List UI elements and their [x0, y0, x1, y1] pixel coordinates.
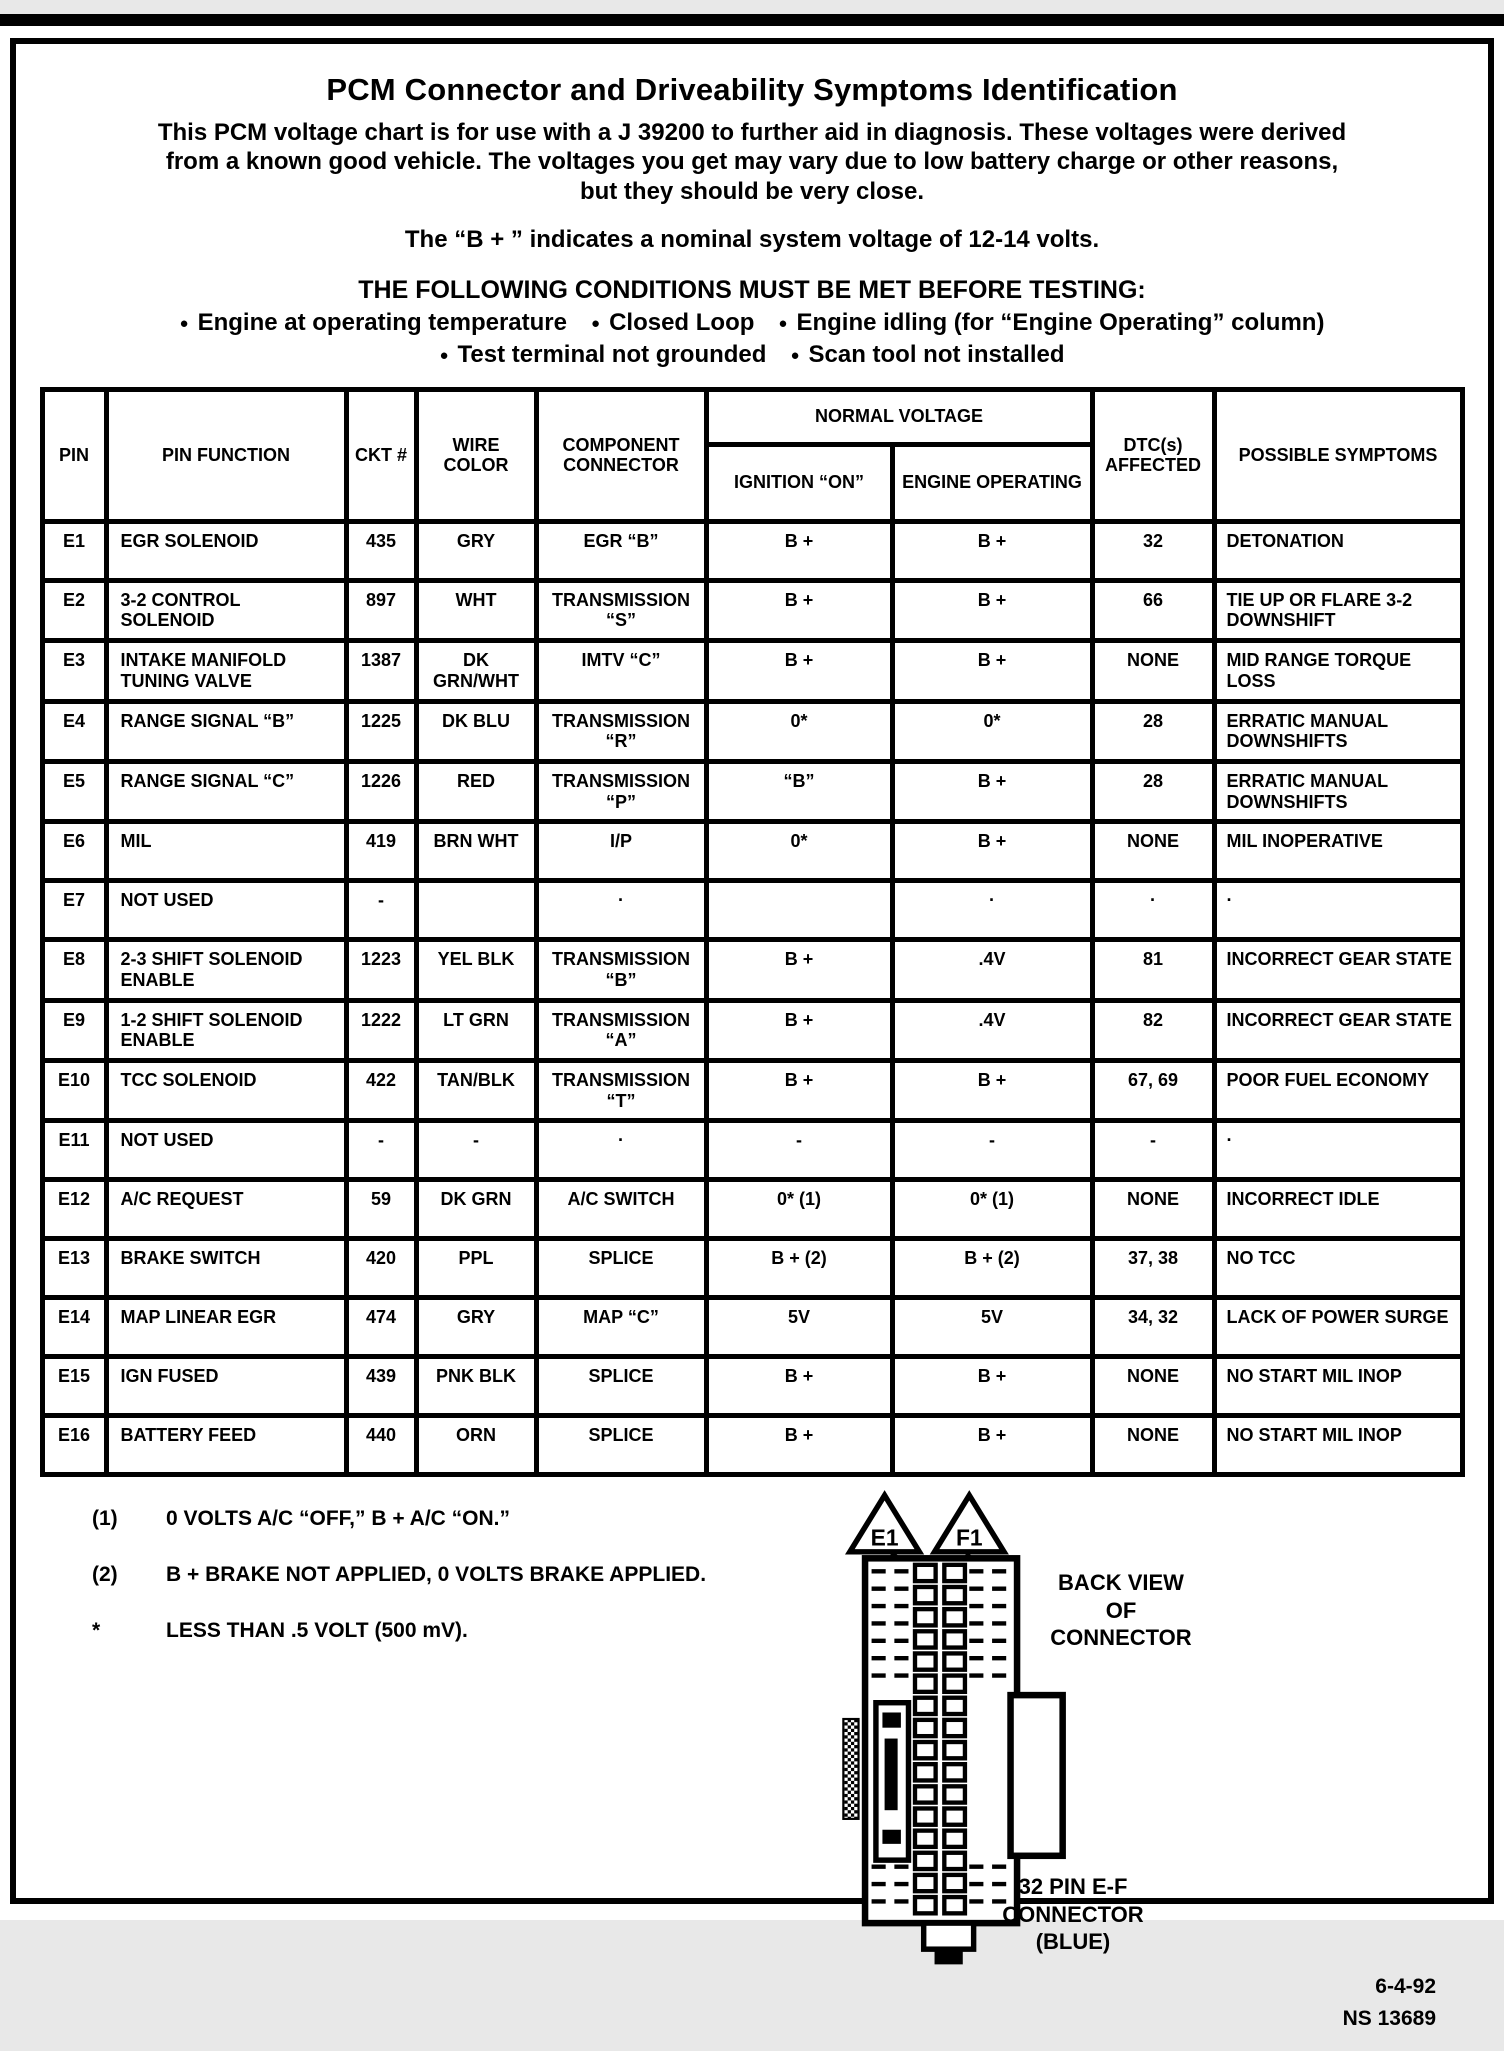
cell-function: INTAKE MANIFOLD TUNING VALVE: [106, 641, 346, 701]
cell-eng_op: B +: [892, 1416, 1092, 1475]
cell-ckt: -: [346, 881, 416, 940]
cell-wire: DK BLU: [416, 701, 536, 761]
bullet-icon: ●: [179, 314, 189, 332]
cell-eng_op: B + (2): [892, 1239, 1092, 1298]
conditions-line-1: [28, 309, 1476, 337]
cell-pin: E15: [42, 1357, 106, 1416]
table-row: [42, 1061, 1462, 1121]
cell-dtc: 28: [1092, 701, 1214, 761]
cell-connector: TRANSMISSION “T”: [536, 1061, 706, 1121]
condition-item: [790, 341, 1064, 368]
cell-ckt: 420: [346, 1239, 416, 1298]
bottom-section: [28, 1491, 1476, 2051]
cell-ckt: 474: [346, 1298, 416, 1357]
cell-connector: I/P: [536, 822, 706, 881]
footnote: [92, 1563, 706, 1587]
cell-function: EGR SOLENOID: [106, 521, 346, 580]
col-header-pin: PIN: [42, 389, 106, 521]
cell-symptoms: ERRATIC MANUAL DOWNSHIFTS: [1214, 701, 1462, 761]
cell-function: BATTERY FEED: [106, 1416, 346, 1475]
cell-ign_on: B +: [706, 1000, 892, 1060]
cell-pin: E8: [42, 940, 106, 1000]
cell-connector: ·: [536, 1121, 706, 1180]
doc-number: NS 13689: [1342, 2006, 1436, 2030]
footnote-marker: *: [92, 1619, 101, 1643]
condition-item: [778, 309, 1324, 336]
cell-dtc: 67, 69: [1092, 1061, 1214, 1121]
cell-ign_on: B +: [706, 521, 892, 580]
cell-eng_op: .4V: [892, 940, 1092, 1000]
condition-item: [439, 341, 766, 368]
cell-pin: E10: [42, 1061, 106, 1121]
bullet-icon: ●: [790, 346, 800, 364]
cell-function: RANGE SIGNAL “B”: [106, 701, 346, 761]
cell-connector: SPLICE: [536, 1357, 706, 1416]
cell-ign_on: -: [706, 1121, 892, 1180]
table-row: [42, 1357, 1462, 1416]
cell-wire: [416, 881, 536, 940]
cell-eng_op: B +: [892, 641, 1092, 701]
cell-eng_op: B +: [892, 761, 1092, 821]
cell-symptoms: LACK OF POWER SURGE: [1214, 1298, 1462, 1357]
cell-dtc: NONE: [1092, 1180, 1214, 1239]
cell-wire: ORN: [416, 1416, 536, 1475]
cell-wire: YEL BLK: [416, 940, 536, 1000]
cell-symptoms: ·: [1214, 1121, 1462, 1180]
col-header-engine-operating: ENGINE OPERATING: [892, 444, 1092, 521]
cell-dtc: 81: [1092, 940, 1214, 1000]
cell-connector: MAP “C”: [536, 1298, 706, 1357]
pcm-voltage-table: [40, 387, 1465, 1478]
cell-dtc: 34, 32: [1092, 1298, 1214, 1357]
cell-connector: A/C SWITCH: [536, 1180, 706, 1239]
cell-ign_on: 0*: [706, 701, 892, 761]
table-row: [42, 1239, 1462, 1298]
connector-type-line: CONNECTOR: [1002, 1901, 1144, 1927]
condition-text: Closed Loop: [609, 308, 755, 336]
cell-ckt: 897: [346, 580, 416, 640]
cell-ign_on: B +: [706, 1357, 892, 1416]
col-header-ckt: CKT #: [346, 389, 416, 521]
cell-dtc: NONE: [1092, 1416, 1214, 1475]
cell-ckt: 419: [346, 822, 416, 881]
cell-ckt: 1223: [346, 940, 416, 1000]
footnote-marker: (2): [92, 1563, 118, 1587]
cell-wire: RED: [416, 761, 536, 821]
cell-function: BRAKE SWITCH: [106, 1239, 346, 1298]
cell-ign_on: 5V: [706, 1298, 892, 1357]
cell-eng_op: -: [892, 1121, 1092, 1180]
col-header-function: PIN FUNCTION: [106, 389, 346, 521]
cell-eng_op: 5V: [892, 1298, 1092, 1357]
cell-ckt: 439: [346, 1357, 416, 1416]
cell-dtc: 82: [1092, 1000, 1214, 1060]
cell-symptoms: MIL INOPERATIVE: [1214, 822, 1462, 881]
symptom-table-body: [42, 521, 1462, 1475]
cell-dtc: 37, 38: [1092, 1239, 1214, 1298]
col-header-wire: WIRE COLOR: [416, 389, 536, 521]
cell-dtc: ·: [1092, 881, 1214, 940]
condition-text: Engine idling (for “Engine Operating” column): [796, 308, 1325, 336]
table-row: [42, 881, 1462, 940]
cell-wire: GRY: [416, 521, 536, 580]
cell-symptoms: INCORRECT GEAR STATE: [1214, 940, 1462, 1000]
cell-connector: TRANSMISSION “S”: [536, 580, 706, 640]
cell-function: MAP LINEAR EGR: [106, 1298, 346, 1357]
back-view-label: [1016, 1569, 1226, 1652]
condition-text: Scan tool not installed: [808, 340, 1065, 368]
cell-eng_op: B +: [892, 580, 1092, 640]
cell-pin: E16: [42, 1416, 106, 1475]
back-view-line: CONNECTOR: [1050, 1625, 1192, 1651]
doc-header: [28, 72, 1476, 369]
cell-connector: EGR “B”: [536, 521, 706, 580]
cell-ckt: 1226: [346, 761, 416, 821]
table-row: [42, 1416, 1462, 1475]
cell-wire: DK GRN/WHT: [416, 641, 536, 701]
cell-symptoms: ·: [1214, 881, 1462, 940]
cell-function: NOT USED: [106, 1121, 346, 1180]
doc-date: 6-4-92: [1375, 1975, 1436, 1999]
cell-wire: PNK BLK: [416, 1357, 536, 1416]
col-header-symptoms: POSSIBLE SYMPTOMS: [1214, 389, 1462, 521]
table-row: [42, 1180, 1462, 1239]
cell-function: MIL: [106, 822, 346, 881]
cell-symptoms: MID RANGE TORQUE LOSS: [1214, 641, 1462, 701]
cell-connector: SPLICE: [536, 1416, 706, 1475]
table-row: [42, 761, 1462, 821]
col-header-dtc: DTC(s) AFFECTED: [1092, 389, 1214, 521]
cell-ckt: 435: [346, 521, 416, 580]
cell-eng_op: B +: [892, 1061, 1092, 1121]
condition-item: [180, 309, 567, 336]
cell-wire: WHT: [416, 580, 536, 640]
cell-function: 1-2 SHIFT SOLENOID ENABLE: [106, 1000, 346, 1060]
cell-eng_op: .4V: [892, 1000, 1092, 1060]
cell-symptoms: TIE UP OR FLARE 3-2 DOWNSHIFT: [1214, 580, 1462, 640]
cell-ign_on: B +: [706, 940, 892, 1000]
connector-type-line: 32 PIN E-F: [1018, 1874, 1128, 1900]
cell-ign_on: “B”: [706, 761, 892, 821]
cell-wire: PPL: [416, 1239, 536, 1298]
conditions-heading: THE FOLLOWING CONDITIONS MUST BE MET BEFORE TESTING:: [358, 275, 1146, 304]
cell-pin: E2: [42, 580, 106, 640]
cell-function: IGN FUSED: [106, 1357, 346, 1416]
intro-line: but they should be very close.: [579, 177, 925, 205]
table-row: [42, 1000, 1462, 1060]
cell-pin: E12: [42, 1180, 106, 1239]
cell-function: 2-3 SHIFT SOLENOID ENABLE: [106, 940, 346, 1000]
conditions-line-2: [28, 341, 1476, 369]
condition-text: Test terminal not grounded: [457, 340, 767, 368]
cell-ign_on: B +: [706, 1061, 892, 1121]
cell-ckt: 59: [346, 1180, 416, 1239]
cell-ign_on: B +: [706, 1416, 892, 1475]
cell-pin: E4: [42, 701, 106, 761]
cell-ign_on: 0* (1): [706, 1180, 892, 1239]
table-row: [42, 521, 1462, 580]
cell-function: RANGE SIGNAL “C”: [106, 761, 346, 821]
cell-function: NOT USED: [106, 881, 346, 940]
cell-symptoms: INCORRECT GEAR STATE: [1214, 1000, 1462, 1060]
back-view-line: OF: [1105, 1597, 1137, 1623]
footnote-text: B + BRAKE NOT APPLIED, 0 VOLTS BRAKE APPLIED.: [166, 1563, 707, 1587]
col-header-normal-voltage: NORMAL VOLTAGE: [706, 389, 1092, 444]
intro-paragraph: [28, 118, 1476, 206]
cell-symptoms: DETONATION: [1214, 521, 1462, 580]
cell-pin: E1: [42, 521, 106, 580]
cell-eng_op: ·: [892, 881, 1092, 940]
cell-pin: E7: [42, 881, 106, 940]
connector-latch-icon: [843, 1719, 858, 1819]
cell-connector: ·: [536, 881, 706, 940]
cell-wire: TAN/BLK: [416, 1061, 536, 1121]
table-row: [42, 822, 1462, 881]
cell-dtc: NONE: [1092, 641, 1214, 701]
cell-ckt: 440: [346, 1416, 416, 1475]
cell-ckt: 1225: [346, 701, 416, 761]
cell-dtc: -: [1092, 1121, 1214, 1180]
cell-dtc: 66: [1092, 580, 1214, 640]
connector-type-label: [958, 1873, 1188, 1956]
cell-connector: TRANSMISSION “A”: [536, 1000, 706, 1060]
bullet-icon: ●: [778, 314, 788, 332]
scanned-page: [0, 14, 1504, 2030]
cell-ign_on: B +: [706, 580, 892, 640]
cell-ign_on: B +: [706, 641, 892, 701]
cell-symptoms: INCORRECT IDLE: [1214, 1180, 1462, 1239]
cell-wire: -: [416, 1121, 536, 1180]
cell-pin: E9: [42, 1000, 106, 1060]
cell-eng_op: B +: [892, 1357, 1092, 1416]
condition-item: [591, 309, 754, 336]
back-view-line: BACK VIEW: [1058, 1570, 1184, 1596]
cell-function: A/C REQUEST: [106, 1180, 346, 1239]
cell-pin: E5: [42, 761, 106, 821]
cell-symptoms: NO TCC: [1214, 1239, 1462, 1298]
cell-eng_op: B +: [892, 521, 1092, 580]
cell-eng_op: B +: [892, 822, 1092, 881]
doc-id: [1343, 1971, 1436, 2034]
cell-ign_on: B + (2): [706, 1239, 892, 1298]
cell-wire: DK GRN: [416, 1180, 536, 1239]
cell-pin: E11: [42, 1121, 106, 1180]
footnote-text: LESS THAN .5 VOLT (500 mV).: [166, 1619, 468, 1643]
footnote: [92, 1619, 468, 1643]
cell-eng_op: 0* (1): [892, 1180, 1092, 1239]
cell-ign_on: 0*: [706, 822, 892, 881]
cell-wire: BRN WHT: [416, 822, 536, 881]
footnote-marker: (1): [92, 1507, 118, 1531]
cell-connector: IMTV “C”: [536, 641, 706, 701]
page-content: [16, 44, 1488, 2030]
cell-symptoms: ERRATIC MANUAL DOWNSHIFTS: [1214, 761, 1462, 821]
table-header: [42, 389, 1462, 521]
cell-ckt: 422: [346, 1061, 416, 1121]
cell-ckt: 1222: [346, 1000, 416, 1060]
cell-pin: E3: [42, 641, 106, 701]
cell-wire: LT GRN: [416, 1000, 536, 1060]
table-row: [42, 940, 1462, 1000]
table-row: [42, 580, 1462, 640]
footnote-text: 0 VOLTS A/C “OFF,” B + A/C “ON.”: [166, 1507, 510, 1531]
cell-pin: E14: [42, 1298, 106, 1357]
page-title: PCM Connector and Driveability Symptoms Identification: [326, 72, 1178, 107]
condition-text: Engine at operating temperature: [197, 308, 567, 336]
cell-wire: GRY: [416, 1298, 536, 1357]
cell-ckt: -: [346, 1121, 416, 1180]
f1-pin-label: F1: [955, 1524, 983, 1551]
voltage-note: The “B + ” indicates a nominal system voltage of 12-14 volts.: [404, 225, 1100, 253]
col-header-ignition-on: IGNITION “ON”: [706, 444, 892, 521]
cell-connector: TRANSMISSION “P”: [536, 761, 706, 821]
page-border: [10, 38, 1494, 2030]
table-row: [42, 701, 1462, 761]
cell-connector: TRANSMISSION “R”: [536, 701, 706, 761]
cell-dtc: 32: [1092, 521, 1214, 580]
cell-dtc: NONE: [1092, 822, 1214, 881]
cell-symptoms: NO START MIL INOP: [1214, 1416, 1462, 1475]
bullet-icon: ●: [439, 346, 449, 364]
cell-eng_op: 0*: [892, 701, 1092, 761]
connector-type-line: (BLUE): [1035, 1929, 1111, 1955]
e1-pin-label: E1: [870, 1524, 899, 1551]
table-row: [42, 641, 1462, 701]
cell-pin: E13: [42, 1239, 106, 1298]
cell-dtc: NONE: [1092, 1357, 1214, 1416]
cell-connector: SPLICE: [536, 1239, 706, 1298]
bullet-icon: ●: [591, 314, 601, 332]
cell-symptoms: POOR FUEL ECONOMY: [1214, 1061, 1462, 1121]
cell-pin: E6: [42, 822, 106, 881]
cell-ign_on: [706, 881, 892, 940]
cell-function: TCC SOLENOID: [106, 1061, 346, 1121]
cell-ckt: 1387: [346, 641, 416, 701]
cell-symptoms: NO START MIL INOP: [1214, 1357, 1462, 1416]
table-row: [42, 1121, 1462, 1180]
scan-edge-bottom: [0, 14, 1504, 26]
cell-dtc: 28: [1092, 761, 1214, 821]
cell-connector: TRANSMISSION “B”: [536, 940, 706, 1000]
table-row: [42, 1298, 1462, 1357]
cell-function: 3-2 CONTROL SOLENOID: [106, 580, 346, 640]
footnote: [92, 1507, 510, 1531]
intro-line: from a known good vehicle. The voltages you get may vary due to low battery charge or other reasons,: [165, 148, 1339, 176]
col-header-connector: COMPONENT CONNECTOR: [536, 389, 706, 521]
intro-line: This PCM voltage chart is for use with a J 39200 to further aid in diagnosis. These voltages were derived: [157, 119, 1347, 146]
